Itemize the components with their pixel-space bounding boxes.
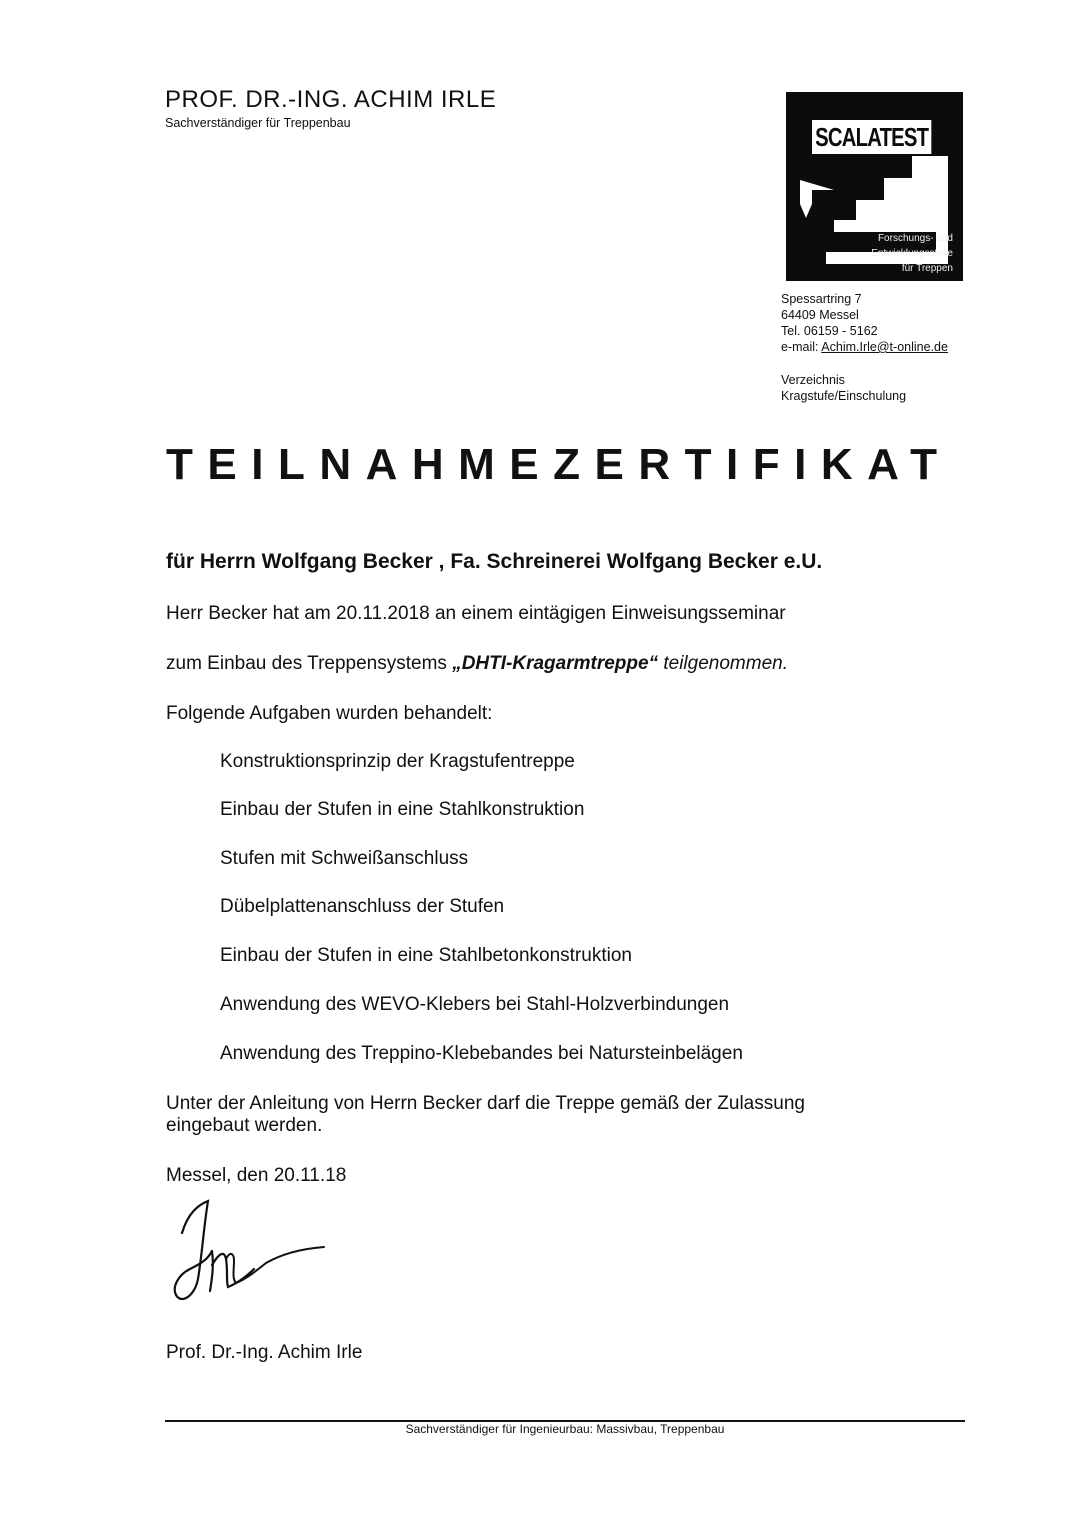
recipient-line: für Herrn Wolfgang Becker , Fa. Schreinerei Wolfgang Becker e.U. — [166, 550, 823, 573]
place-date: Messel, den 20.11.18 — [166, 1165, 347, 1186]
address-city: 64409 Messel — [781, 308, 859, 322]
closing-paragraph: Unter der Anleitung von Herrn Becker darf die Treppe gemäß der Zulassung eingebaut werden. — [166, 1093, 805, 1136]
email-link[interactable]: Achim.Irle@t-online.de — [821, 340, 948, 354]
topic-item: Anwendung des Treppino-Klebebandes bei Natursteinbelägen — [220, 1043, 743, 1064]
address-email-line: e-mail: Achim.Irle@t-online.de — [781, 340, 948, 354]
body-line-2: zum Einbau des Treppensystems „DHTI-Kragarmtreppe“ teilgenommen. — [166, 653, 788, 674]
logo-title: SCALATEST — [812, 120, 931, 154]
scalatest-logo — [786, 92, 963, 281]
handwritten-signature — [168, 1195, 338, 1310]
topic-item: Anwendung des WEVO-Klebers bei Stahl-Holzverbindungen — [220, 994, 730, 1015]
body-line-1: Herr Becker hat am 20.11.2018 an einem eintägigen Einweisungsseminar — [166, 603, 786, 624]
topic-item: Konstruktionsprinzip der Kragstufentreppe — [220, 751, 575, 772]
topic-item: Stufen mit Schweißanschluss — [220, 848, 469, 869]
directory-block — [781, 372, 906, 404]
address-block — [781, 291, 948, 355]
author-name: PROF. DR.-ING. ACHIM IRLE — [165, 86, 497, 113]
footer-text: Sachverständiger für Ingenieurbau: Massivbau, Treppenbau — [405, 1422, 725, 1436]
directory-line-1: Verzeichnis — [781, 373, 845, 387]
topic-item: Einbau der Stufen in eine Stahlbetonkonstruktion — [220, 945, 632, 966]
certificate-title: TEILNAHMEZERTIFIKAT — [166, 440, 952, 489]
tasks-intro: Folgende Aufgaben wurden behandelt: — [166, 703, 493, 724]
author-subtitle: Sachverständiger für Treppenbau — [165, 116, 351, 130]
topic-item: Dübelplattenanschluss der Stufen — [220, 896, 505, 917]
address-street: Spessartring 7 — [781, 292, 862, 306]
logo-caption: Forschungs- und Entwicklungsstelle für Treppen — [871, 233, 953, 274]
address-phone: Tel. 06159 - 5162 — [781, 324, 878, 338]
product-name: „DHTI-Kragarmtreppe“ — [452, 653, 659, 674]
topic-item: Einbau der Stufen in eine Stahlkonstruktion — [220, 799, 585, 820]
directory-line-2: Kragstufe/Einschulung — [781, 389, 907, 403]
signer-name: Prof. Dr.-Ing. Achim Irle — [166, 1342, 363, 1363]
